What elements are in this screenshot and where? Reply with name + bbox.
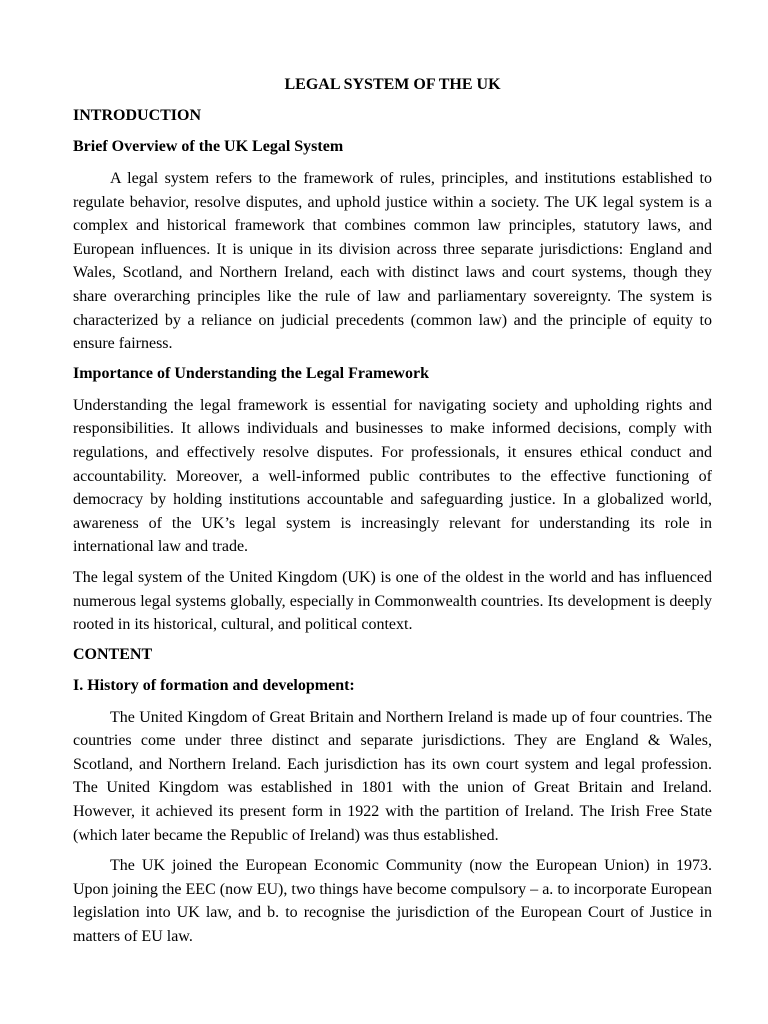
content-heading: CONTENT (73, 645, 153, 663)
introduction-heading: INTRODUCTION (73, 107, 202, 124)
document-title: LEGAL SYSTEM OF THE UK (284, 76, 501, 93)
importance-paragraph: Understanding the legal framework is essential for navigating society and upholding rights and responsibilities. It allows individuals and businesses to make informed decisions, comply with regulations, and effectively resolve disputes. For professionals, it ensures ethical conduct and accountability. Moreover, a well-informed public contributes to the effective functioning of democracy by holding institutions accountable and safeguarding justice. In a globalized world, awareness of the UK’s legal system is increasingly relevant for understanding its role in international law and trade. (73, 396, 712, 556)
overview-heading: Brief Overview of the UK Legal System (73, 138, 344, 155)
overview-paragraph: A legal system refers to the framework of rules, principles, and institutions established to regulate behavior, resolve disputes, and uphold justice within a society. The UK legal system is a complex and historical framework that combines common law principles, statutory laws, and European influences. It is unique in its division across three separate jurisdictions: England and Wales, Scotland, and Northern Ireland, each with distinct laws and court systems, though they share overarching principles like the rule of law and parliamentary sovereignty. The system is characterized by a reliance on judicial precedents (common law) and the principle of equity to ensure fairness. (73, 170, 712, 353)
history-paragraph-1: The United Kingdom of Great Britain and Northern Ireland is made up of four countries. The countries come under three distinct and separate jurisdictions. They are England & Wales, Scotland, and Northern Ireland. Each jurisdiction has its own court system and legal profession. The United Kingdom was established in 1801 with the union of Great Britain and Ireland. However, it achieved its present form in 1922 with the partition of Ireland. The Irish Free State (which later became the Republic of Ireland) was thus established. (73, 708, 712, 844)
history-heading: I. History of formation and development: (73, 676, 355, 694)
legal-system-paragraph: The legal system of the United Kingdom (UK) is one of the oldest in the world and has influenced numerous legal systems globally, especially in Commonwealth countries. Its development is deeply rooted in its historical, cultural, and political context. (73, 568, 712, 634)
importance-heading: Importance of Understanding the Legal Framework (73, 364, 429, 382)
document-page (73, 74, 712, 956)
history-paragraph-2: The UK joined the European Economic Community (now the European Union) in 1973. Upon joining the EEC (now EU), two things have become compulsory – a. to incorporate European legislation into UK law, and b. to recognise the jurisdiction of the European Court of Justice in matters of EU law. (73, 857, 712, 946)
